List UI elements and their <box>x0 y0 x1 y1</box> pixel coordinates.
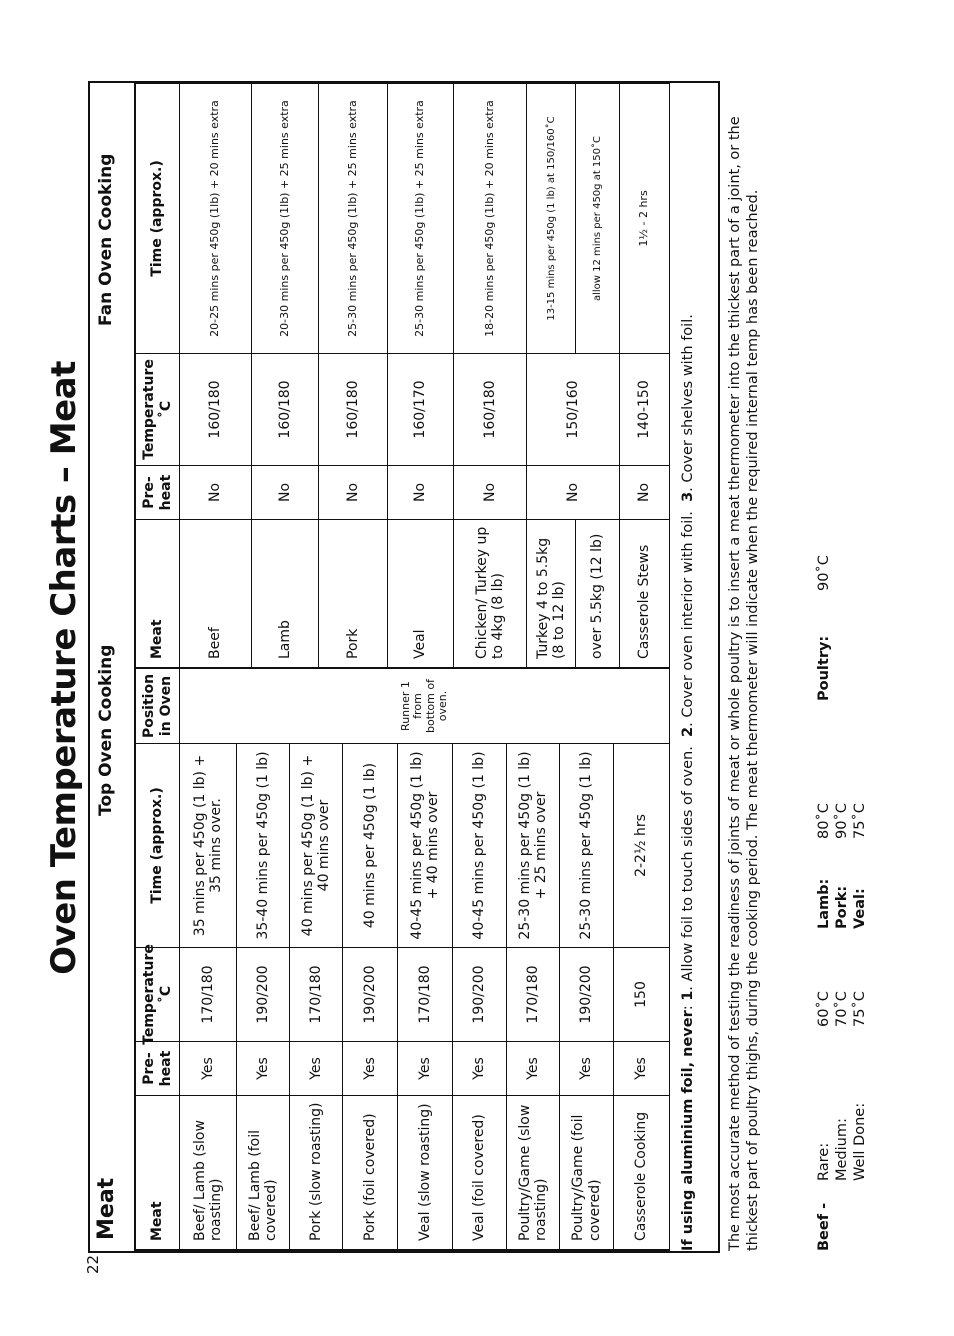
fan-oven-group-label: Fan Oven Cooking <box>96 153 116 326</box>
top-row-7-meat: Poultry/Game (slow roasting) <box>507 1095 560 1249</box>
fan-row-5-time: 18-20 mins per 450g (1lb) + 20 mins extra <box>454 83 527 353</box>
top-row-6-temp: 190/200 <box>453 947 507 1041</box>
pork-label: Pork: <box>834 885 850 929</box>
header-temperature: Temperature ˚C <box>136 947 180 1041</box>
top-row-2-time: 35-40 mins per 450g (1 lb) <box>237 743 290 947</box>
fan-turkey-preheat: No <box>527 465 620 519</box>
top-row-5-time: 40-45 mins per 450g (1 lb) + 40 mins over <box>398 743 453 947</box>
foil-note-n3: 3 <box>680 491 696 502</box>
fan-row-5-temp: 160/180 <box>454 353 527 465</box>
fan-row-5-preheat: No <box>454 465 527 519</box>
fan-oven-table <box>134 83 670 669</box>
fan-row-6-time: 13-15 mins per 450g (1 lb) at 150/160˚C <box>527 83 576 353</box>
fan-row-4-time: 25-30 mins per 450g (1lb) + 25 mins extra <box>388 83 454 353</box>
page-number: 22 <box>84 1254 102 1274</box>
top-row-1-preheat: Yes <box>180 1041 237 1095</box>
top-row-3-meat: Pork (slow roasting) <box>290 1095 343 1249</box>
meat-section-label: Meat <box>94 1177 119 1240</box>
poultry-label: Poultry: <box>816 635 832 701</box>
foil-note: If using aluminium foil, never: 1. Allow foil to touch sides of oven. 2. Cover oven interior with foil. 3. Cover shelves with foil. <box>680 314 696 1251</box>
beef-label: Beef - <box>816 1202 832 1251</box>
top-row-5-meat: Veal (slow roasting) <box>398 1095 453 1249</box>
fan-turkey-temp: 150/160 <box>527 353 620 465</box>
internal-temps <box>816 491 886 1251</box>
top-row-5-temp: 170/180 <box>398 947 453 1041</box>
top-oven-group-label: Top Oven Cooking <box>96 644 116 816</box>
fan-row-8-meat: Casserole Stews <box>620 519 670 667</box>
fan-row-2-temp: 160/180 <box>252 353 319 465</box>
fan-row-2-time: 20-30 mins per 450g (1lb) + 25 mins extra <box>252 83 319 353</box>
fan-row-2-preheat: No <box>252 465 319 519</box>
top-row-2-preheat: Yes <box>237 1041 290 1095</box>
top-row-1-meat: Beef/ Lamb (slow roasting) <box>180 1095 237 1249</box>
foil-note-lead: If using aluminium foil, never <box>680 1010 696 1251</box>
top-row-1-temp: 170/180 <box>180 947 237 1041</box>
fan-row-1-time: 20-25 mins per 450g (1lb) + 20 mins extra <box>180 83 252 353</box>
top-row-3-temp: 170/180 <box>290 947 343 1041</box>
foil-note-n2: 2 <box>680 726 696 737</box>
top-row-8-meat: Poultry/Game (foil covered) <box>560 1095 614 1249</box>
top-row-7-time: 25-30 mins per 450g (1 lb) + 25 mins over <box>507 743 560 947</box>
top-row-8-preheat: Yes <box>560 1041 614 1095</box>
fan-header-temperature: Temperature ˚C <box>136 353 180 465</box>
fan-row-1-preheat: No <box>180 465 252 519</box>
top-row-7-temp: 170/180 <box>507 947 560 1041</box>
top-row-9-meat: Casserole Cooking <box>614 1095 670 1249</box>
header-time: Time (approx.) <box>136 743 180 947</box>
foil-note-t2: . Cover oven interior with foil. <box>680 511 696 727</box>
top-row-2-temp: 190/200 <box>237 947 290 1041</box>
fan-row-1-temp: 160/180 <box>180 353 252 465</box>
beef-medium-value: 70˚C <box>834 991 850 1027</box>
foil-note-t1: . Allow foil to touch sides of oven. <box>680 746 696 991</box>
pork-value: 90˚C <box>834 803 850 839</box>
top-row-4-meat: Pork (foil covered) <box>343 1095 398 1249</box>
fan-row-6-meat: Turkey 4 to 5.5kg (8 to 12 lb) <box>527 519 576 667</box>
fan-row-7-meat: over 5.5kg (12 lb) <box>576 519 620 667</box>
fan-row-7-time: allow 12 mins per 450g at 150˚C <box>576 83 620 353</box>
beef-rare-value: 60˚C <box>816 991 832 1027</box>
top-oven-table <box>134 668 670 1251</box>
foil-note-t3: . Cover shelves with foil. <box>680 314 696 492</box>
fan-row-1-meat: Beef <box>180 519 252 667</box>
top-row-4-temp: 190/200 <box>343 947 398 1041</box>
top-row-3-time: 40 mins per 450g (1 lb) + 40 mins over <box>290 743 343 947</box>
fan-row-4-meat: Veal <box>388 519 454 667</box>
top-row-9-time: 2-2½ hrs <box>614 743 670 947</box>
header-meat: Meat <box>136 1095 180 1249</box>
fan-row-3-meat: Pork <box>319 519 388 667</box>
fan-row-8-time: 1½ - 2 hrs <box>620 83 670 353</box>
thermometer-paragraph: The most accurate method of testing the readiness of joints of meat or whole poultry is to insert a meat thermometer into the thickest part of a joint, or the thickest part of poultry thighs, during the cooking period. The meat thermometer will indicate when the required internal temp has been reached. <box>727 116 762 1251</box>
veal-value: 75˚C <box>852 803 868 839</box>
beef-welldone-label: Well Done: <box>852 1102 868 1181</box>
poultry-value: 90˚C <box>816 555 832 591</box>
top-row-9-temp: 150 <box>614 947 670 1041</box>
position-cell: Runner 1 from bottom of oven. <box>180 668 670 743</box>
top-row-4-preheat: Yes <box>343 1041 398 1095</box>
header-preheat: Pre-heat <box>136 1041 180 1095</box>
fan-header-meat: Meat <box>136 519 180 667</box>
lamb-label: Lamb: <box>816 878 832 929</box>
top-row-6-preheat: Yes <box>453 1041 507 1095</box>
fan-row-3-temp: 160/180 <box>319 353 388 465</box>
fan-header-time: Time (approx.) <box>136 83 180 353</box>
beef-medium-label: Medium: <box>834 1118 850 1181</box>
lamb-value: 80˚C <box>816 803 832 839</box>
fan-row-3-preheat: No <box>319 465 388 519</box>
beef-rare-label: Rare: <box>816 1142 832 1181</box>
top-row-4-time: 40 mins per 450g (1 lb) <box>343 743 398 947</box>
top-row-8-time: 25-30 mins per 450g (1 lb) <box>560 743 614 947</box>
fan-row-8-temp: 140-150 <box>620 353 670 465</box>
veal-label: Veal: <box>852 888 868 929</box>
fan-header-preheat: Pre-heat <box>136 465 180 519</box>
top-row-3-preheat: Yes <box>290 1041 343 1095</box>
fan-row-4-temp: 160/170 <box>388 353 454 465</box>
fan-row-2-meat: Lamb <box>252 519 319 667</box>
top-row-5-preheat: Yes <box>398 1041 453 1095</box>
top-row-8-temp: 190/200 <box>560 947 614 1041</box>
top-row-9-preheat: Yes <box>614 1041 670 1095</box>
top-row-6-meat: Veal (foil covered) <box>453 1095 507 1249</box>
top-row-6-time: 40-45 mins per 450g (1 lb) <box>453 743 507 947</box>
top-row-1-time: 35 mins per 450g (1 lb) + 35 mins over. <box>180 743 237 947</box>
beef-welldone-value: 75˚C <box>852 991 868 1027</box>
fan-row-8-preheat: No <box>620 465 670 519</box>
fan-row-5-meat: Chicken/ Turkey up to 4kg (8 lb) <box>454 519 527 667</box>
top-row-2-meat: Beef/ Lamb (foil covered) <box>237 1095 290 1249</box>
top-row-7-preheat: Yes <box>507 1041 560 1095</box>
fan-row-4-preheat: No <box>388 465 454 519</box>
foil-note-n1: 1 <box>680 990 696 1001</box>
page-title: Oven Temperature Charts – Meat <box>44 361 84 975</box>
fan-row-3-time: 25-30 mins per 450g (1lb) + 25 mins extra <box>319 83 388 353</box>
header-position: Position in Oven <box>136 668 180 743</box>
